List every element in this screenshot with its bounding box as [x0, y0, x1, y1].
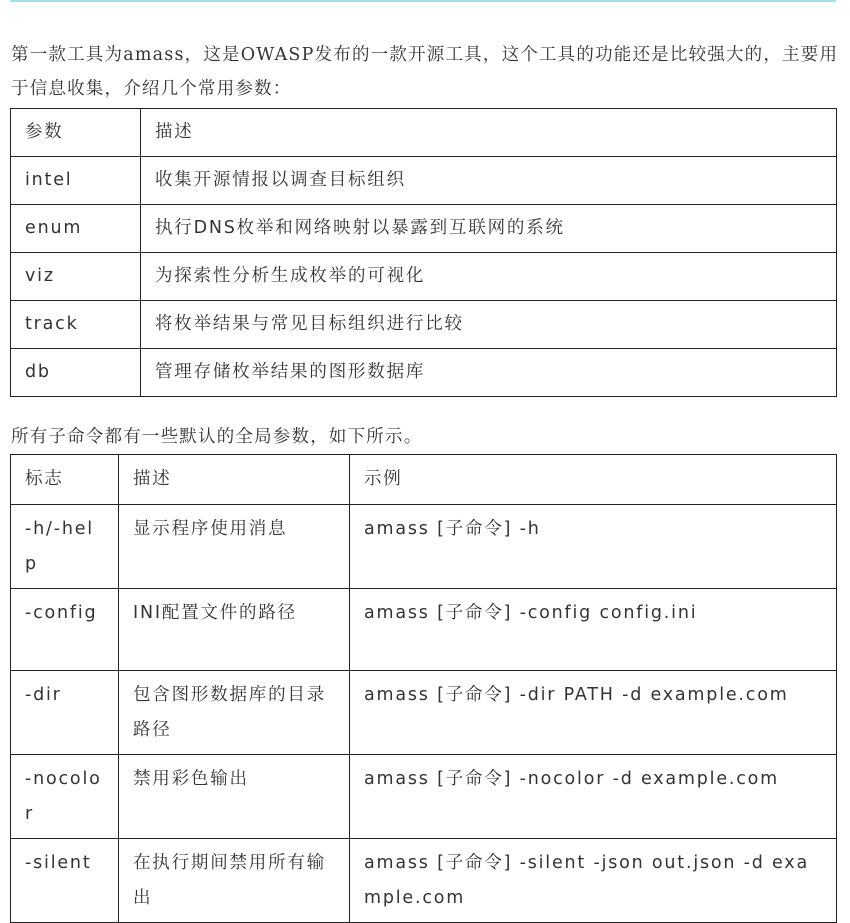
param-name-cell: track [11, 301, 141, 349]
flag-cell: -nocolor [11, 755, 119, 839]
param-desc-cell: 执行DNS枚举和网络映射以暴露到互联网的系统 [141, 205, 837, 253]
table-row [11, 349, 837, 397]
flag-example-cell: amass [子命令] -dir PATH -d example.com [350, 671, 837, 755]
flag-example-cell: amass [子命令] -config config.ini [350, 589, 837, 671]
header-cell: 描述 [119, 455, 350, 505]
param-name-cell: intel [11, 157, 141, 205]
flag-desc-cell: INI配置文件的路径 [119, 589, 350, 671]
table-row [11, 157, 837, 205]
flag-cell: -silent [11, 839, 119, 923]
table-row [11, 253, 837, 301]
flag-cell: -dir [11, 671, 119, 755]
table-row [11, 589, 837, 671]
param-name-cell: db [11, 349, 141, 397]
flag-cell: -h/-help [11, 505, 119, 589]
param-desc-cell: 为探索性分析生成枚举的可视化 [141, 253, 837, 301]
header-cell: 描述 [141, 109, 837, 157]
flag-example-cell: amass [子命令] -h [350, 505, 837, 589]
table-header-row [11, 455, 837, 505]
table-row [11, 839, 837, 923]
global-params-intro: 所有子命令都有一些默认的全局参数，如下所示。 [11, 427, 423, 447]
table-row [11, 671, 837, 755]
flag-desc-cell: 禁用彩色输出 [119, 755, 350, 839]
intro-paragraph: 第一款工具为amass，这是OWASP发布的一款开源工具，这个工具的功能还是比较强大的，主要用于信息收集，介绍几个常用参数： [11, 45, 839, 99]
flag-example-cell: amass [子命令] -nocolor -d example.com [350, 755, 837, 839]
table-row [11, 755, 837, 839]
flag-desc-cell: 包含图形数据库的目录路径 [119, 671, 350, 755]
table-row [11, 301, 837, 349]
flag-desc-cell: 显示程序使用消息 [119, 505, 350, 589]
table-header-row [11, 109, 837, 157]
table-row [11, 505, 837, 589]
params-table [10, 108, 837, 397]
param-desc-cell: 收集开源情报以调查目标组织 [141, 157, 837, 205]
param-desc-cell: 管理存储枚举结果的图形数据库 [141, 349, 837, 397]
top-divider [10, 0, 836, 2]
header-cell: 标志 [11, 455, 119, 505]
flags-table [10, 454, 837, 923]
param-name-cell: enum [11, 205, 141, 253]
param-name-cell: viz [11, 253, 141, 301]
table-row [11, 205, 837, 253]
flag-cell: -config [11, 589, 119, 671]
flag-example-cell: amass [子命令] -silent -json out.json -d example.com [350, 839, 837, 923]
header-cell: 参数 [11, 109, 141, 157]
header-cell: 示例 [350, 455, 837, 505]
param-desc-cell: 将枚举结果与常见目标组织进行比较 [141, 301, 837, 349]
flag-desc-cell: 在执行期间禁用所有输出 [119, 839, 350, 923]
